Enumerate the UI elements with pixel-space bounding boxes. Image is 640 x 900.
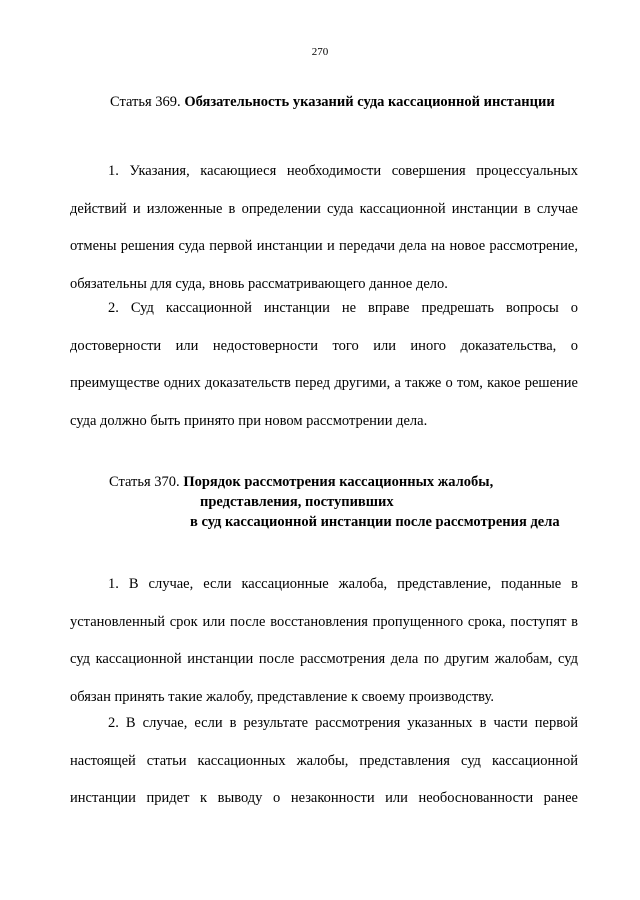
article-369-paragraph-1: 1. Указания, касающиеся необходимости совершения процессуальных действий и изложенные в определении суда кассационной инстанции в случае отмены решения суда первой инстанции и передачи дела на новое рассмотрение, обязательны для суда, вновь рассматривающего данное дело.	[70, 163, 578, 292]
article-369-label: Статья 369.	[110, 94, 181, 110]
article-370-title-line-1: Порядок рассмотрения кассационных жалобы,	[183, 474, 494, 490]
article-370-label: Статья 370.	[109, 474, 180, 490]
article-369-heading	[110, 92, 555, 112]
article-370-title-line-3: в суд кассационной инстанции после рассмотрения дела	[190, 514, 560, 530]
article-370-paragraph-1: 1. В случае, если кассационные жалоба, представление, поданные в установленный срок или после восстановления пропущенного срока, поступят в суд кассационной инстанции после рассмотрения дела по другим жалобам, суд обязан принять такие жалобу, представление к своему производству.	[70, 576, 578, 705]
article-370-heading	[109, 472, 493, 492]
article-369-paragraph-2: 2. Суд кассационной инстанции не вправе предрешать вопросы о достоверности или недостоверности того или иного доказательства, о преимуществе одних доказательств перед другими, а также о том, какое решение суда должно быть принято при новом рассмотрении дела.	[70, 300, 578, 429]
page-number: 270	[311, 46, 329, 58]
article-370-title-line-2: представления, поступивших	[200, 494, 394, 510]
article-369-title: Обязательность указаний суда кассационной инстанции	[184, 94, 555, 110]
article-370-paragraph-2: 2. В случае, если в результате рассмотрения указанных в части первой настоящей статьи кассационных жалобы, представления суд кассационной инстанции придет к выводу о незаконности или необоснованности ранее	[70, 715, 578, 806]
